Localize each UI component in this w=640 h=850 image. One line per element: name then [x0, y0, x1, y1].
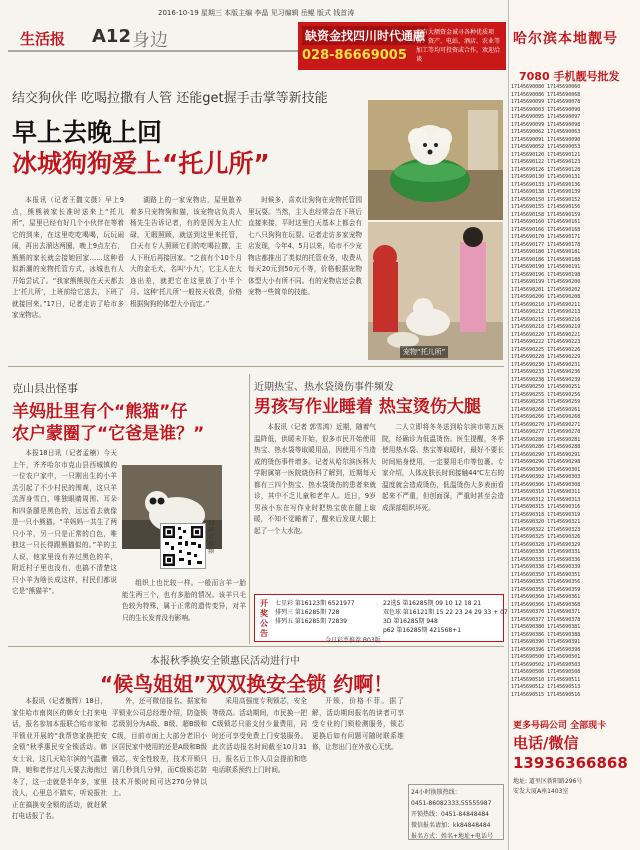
article2-headline-1[interactable]: 羊妈肚里有个“熊猫”仔	[12, 402, 188, 422]
article3-headline[interactable]: 男孩写作业睡着 热宝烫伤大腿	[254, 397, 481, 417]
phone-number-row: 17145690312 17145690313	[511, 496, 581, 503]
ad-description: 自有大额资金诚寻各种优质项目：资产、电站、酒店、农业等加工等均可投资或合作，欢迎洽谈	[416, 29, 501, 63]
phone-number-row: 17145690177 17145690178	[511, 241, 581, 248]
article1-column-1	[12, 195, 124, 355]
page-number: A12	[92, 26, 131, 47]
phone-number-row: 17145690099 17145690078	[511, 99, 581, 105]
lottery-row: 22选5 第16285期 09 10 12 18 21	[383, 600, 482, 607]
article4-text-3: 采用高强度专利锁芯，安全等级高。活动期间，市民换一把C级锁芯只需支付少量费用，同时还可享受免费上门安装服务。此次活动报名时间截至10月31日，报名后工作人员会提前和您电话联系预约上门时间。	[212, 697, 307, 774]
phone-number-row: 17145690052 17145690053	[511, 144, 581, 150]
phone-number-row: 17145690158 17145690159	[511, 211, 581, 218]
ad-footer-address: 地址: 道里区新阳路296号	[513, 778, 583, 785]
phone-number-row: 17145690290 17145690291	[511, 451, 581, 458]
lottery-row: 排列五 第16285期 72839	[275, 618, 347, 625]
ad-column-footer	[513, 718, 637, 795]
article1-headline-2[interactable]: 冰城狗狗爱上“托儿所”	[12, 149, 270, 178]
phone-number-row: 17145690370 17145690371	[511, 609, 581, 615]
lottery-row: 排列三 第16285期 728	[275, 609, 340, 616]
hotline-numbers[interactable]: 0451-86082333,55555987	[411, 800, 492, 807]
date-line: 2016-10-19 星期三 本版主编 李晶 见习编辑 岳鲲 版式 钱首涛	[158, 9, 355, 17]
phone-number-row: 17145690155 17145690156	[511, 204, 581, 210]
phone-number-row: 17145690390 17145690391	[511, 639, 581, 645]
lottery-row: 双色球 第16121期 15 22 23 24 29 33 + 07	[383, 609, 508, 616]
phone-number-row: 17145690186 17145690188	[511, 256, 581, 263]
article4-column-3	[212, 696, 307, 844]
phone-number-row: 17145690099 17145690098	[511, 121, 581, 128]
phone-number-row: 17145690210 17145690211	[511, 301, 581, 308]
article3-column-2	[382, 422, 504, 590]
article1-text-1: 本报讯（记者王馥文摄）早上9点，熊熊被家长准时送来上“托儿所”，屋里已经有好几个小伙伴在等着它的到来，在这里吃吃喝喝，玩玩闹闹，再出去溜达两圈，晚上9点左右，熊熊的家长就会接她回家……这种看似新潮的宠物托管方式，冰城也有人开始尝试了。“我家熊熊现在天天都去上‘托儿所’，上班前给它送去，下班了就接回来。”17日，记者走访了哈市多家宠物店。	[12, 196, 124, 319]
phone-number-row: 17145690302 17145690303	[511, 474, 581, 480]
article2-column-1	[12, 448, 117, 638]
lottery-row: 3D 第16285期 948	[383, 618, 438, 625]
phone-number-row: 17145690133 17145690136	[511, 181, 581, 188]
article2-text-1: 本报18日讯（记者孟楠）今天上午，齐齐哈尔市克山县西城镇的一位农户家中，一只刚出生的小羊羔引起了不少村民的围观，这只羊羔浑身雪白，唯独眼睛周围、耳朵和四条腿是黑色的，远远看去就像是一只小熊猫。“羊妈妈一共生了两只小羊，另一只是正常的白色，唯独这一只长得跟熊猫似的。”羊的主人说，他家里没有养过黑色的羊，附近村子里也没有，也搞不清楚这只小羊为啥长成这样，村民们都说它是“熊猫羊”。	[12, 449, 117, 595]
phone-number-row: 17145690218 17145690219	[511, 324, 581, 330]
ad-column-subtitle: 7080 手机靓号批发	[519, 70, 620, 83]
phone-number-row: 17145690122 17145690123	[511, 159, 581, 165]
phone-number-row: 17145690130 17145690131	[511, 174, 581, 180]
phone-number-row: 17145690170 17145690171	[511, 234, 581, 240]
article2-headline-2[interactable]: 农户蒙圈了“它爸是谁？”	[12, 424, 205, 444]
section-divider	[8, 366, 504, 367]
phone-number-row: 17145690333 17145690336	[511, 556, 581, 563]
phone-number-row: 17145690325 17145690326	[511, 534, 581, 540]
phone-number-row: 17145690196 17145690198	[511, 271, 581, 278]
dogs-daycare-photo	[368, 222, 503, 360]
phone-number-row: 17145690280 17145690281	[511, 436, 581, 443]
wechat-signup: 微信报名请加：kk84848484	[411, 822, 491, 829]
article4-column-4	[312, 696, 404, 844]
phone-number-row: 17145690091 17145690090	[511, 136, 581, 143]
phone-number-row: 17145690500 17145690501	[511, 654, 581, 660]
phone-number-row: 17145690350 17145690351	[511, 571, 581, 578]
phone-number-row: 17145690306 17145690308	[511, 481, 581, 488]
phone-number-row: 17145690315 17145690316	[511, 504, 581, 510]
phone-number-row: 17145690180 17145690181	[511, 249, 581, 255]
article4-column-2	[112, 696, 207, 844]
phone-number-row: 17145690330 17145690331	[511, 549, 581, 555]
article3-column-1	[254, 422, 376, 590]
phone-number-row: 17145690126 17145690128	[511, 166, 581, 173]
ad-footer-address-2: 安发大厦A座1403室	[513, 788, 569, 795]
phone-number-row: 17145690225 17145690226	[511, 346, 581, 353]
phone-number-row: 17145690512 17145690513	[511, 684, 581, 690]
phone-number-list	[511, 84, 639, 714]
phone-number-row: 17145690502 17145690503	[511, 661, 581, 668]
article3-kicker: 近期热宝、热水袋烫伤事件频发	[254, 382, 394, 393]
article2-kicker: 克山县出怪事	[12, 382, 78, 395]
article4-text-2: 外，还可微信报名。据家和平锁业公司总经理介绍，防盗锁芯级别分为A级、B级、超B级和C级，目前市面上大部分老旧小区居民家中使用的还是A级和B级锁芯，安全性较差，技术开锁只需几秒到几分钟，而C级锁芯防技术开锁时间可达270分钟以上。	[112, 697, 207, 797]
phone-number-row: 17145690396 17145690398	[511, 646, 581, 653]
article4-headline[interactable]: “候鸟姐姐”双双换安全锁 约啊！	[100, 672, 394, 696]
ad-headline: 缺资金找四川时代通融	[302, 26, 428, 45]
phone-number-row: 17145690338 17145690339	[511, 564, 581, 570]
phone-number-row: 17145690138 17145690139	[511, 189, 581, 195]
phone-number-row: 17145690296 17145690298	[511, 459, 581, 465]
phone-number-row: 17145690515 17145690516	[511, 691, 581, 698]
phone-number-row: 17145690358 17145690359	[511, 586, 581, 593]
phone-number-row: 17145690080 17145690060	[511, 84, 581, 90]
phone-number-row: 17145690228 17145690229	[511, 354, 581, 360]
photo-caption: 宠物“托儿所”	[400, 346, 448, 358]
phone-number-row: 17145690166 17145690168	[511, 226, 581, 233]
lottery-tag: 开奖公告	[260, 599, 268, 638]
phone-number-row: 17145690322 17145690323	[511, 526, 581, 533]
phone-number-row: 17145690206 17145690208	[511, 294, 581, 300]
page-header	[8, 4, 508, 72]
phone-number-row: 17145690062 17145690063	[511, 129, 581, 135]
phone-number-row: 17145690003 17145690090	[511, 106, 581, 113]
phone-number-row: 17145690120 17145690121	[511, 151, 581, 158]
phone-number-row: 17145690380 17145690381	[511, 624, 581, 630]
article4-text-1: 本报讯（记者衡辉）18日，家住哈市南岗区的韩女士打来电话，报名参加本报联合哈市家和平锁业开展的“我帮您家换把安全锁”秋季惠民安全锁活动。韩女士说，这几天哈尔滨的气温骤降，她和老伴过几天要去海南过冬了，这一走就是半年多，家里没人，心里总不踏实，听说报社正在搞换安全锁的活动，就赶紧打电话报了名。	[12, 697, 107, 820]
lottery-results-box	[254, 594, 508, 644]
phone-number-row: 17145690095 17145690097	[511, 114, 581, 120]
phone-number-row: 17145690260 17145690261	[511, 406, 581, 413]
phone-number-row: 17145690328 17145690329	[511, 541, 581, 548]
phone-number-row: 17145690318 17145690319	[511, 511, 581, 518]
lottery-row: p62 第16285期 421568+1	[383, 627, 462, 634]
phone-number-row: 17145690190 17145690191	[511, 264, 581, 270]
article2-text-2: 组织上也比较一样。一般而言羊一胎能生两三个，也有多胎的情况。该羊只毛色较为特殊，属于正常的遗传变异，对羊只的生长发育没有影响。	[122, 579, 246, 622]
phone-number-row: 17145690150 17145690152	[511, 196, 581, 203]
ad-phone: 028-86669005	[302, 48, 407, 63]
phone-number-row: 17145690310 17145690311	[511, 489, 581, 495]
phone-number-row: 17145690250 17145690251	[511, 384, 581, 390]
phone-number-row: 17145690266 17145690268	[511, 414, 581, 420]
article4-text-4: 开锁，价格不菲。据了解，活动期间报名的读者可享受专业的门锁检测服务，锁芯更换后如有问题可随时联系维修，让您出门在外放心无忧。	[312, 697, 404, 751]
phone-number-row: 17145690510 17145690511	[511, 676, 581, 683]
article1-kicker: 结交狗伙伴 吃喝拉撒有人管 还能get握手击掌等新技能	[12, 91, 328, 106]
lottery-footer: 今日彩票推荐 B03版	[325, 637, 381, 644]
article1-column-2	[130, 195, 242, 355]
ad-footer-note: 更多号码公司 全部现卡	[513, 721, 607, 731]
ad-footer-contact-label: 电话/微信	[513, 734, 579, 752]
phone-number-row: 17145690160 17145690161	[511, 219, 581, 225]
article2-column-2	[122, 578, 246, 638]
phone-number-row: 17145690222 17145690223	[511, 339, 581, 345]
phone-number-row: 17145690270 17145690271	[511, 421, 581, 428]
phone-number-row: 17145690212 17145690213	[511, 309, 581, 315]
phone-number-row: 17145690360 17145690361	[511, 594, 581, 600]
ad-footer-phone[interactable]: 13936366868	[513, 754, 628, 772]
ad-column-title: 哈尔滨本地靓号	[513, 31, 618, 47]
article4-column-1	[12, 696, 107, 844]
article1-column-3	[248, 195, 362, 355]
article4-kicker: 本报秋季换安全锁惠民活动进行中	[150, 656, 300, 667]
phone-number-row: 17145690255 17145690256	[511, 391, 581, 398]
newspaper-logo: 生活报	[20, 30, 66, 48]
phone-number-row: 17145690238 17145690239	[511, 376, 581, 383]
video-qr-code[interactable]	[160, 523, 206, 569]
article1-headline-1[interactable]: 早上去晚上回	[12, 118, 163, 147]
phone-number-row: 17145690086 17145690068	[511, 91, 581, 98]
header-advertisement[interactable]	[298, 22, 506, 70]
phone-number-row: 17145690258 17145690259	[511, 399, 581, 405]
phone-number-row: 17145690300 17145690301	[511, 466, 581, 473]
phone-number-row: 17145690201 17145690202	[511, 286, 581, 293]
phone-number-row: 17145690320 17145690321	[511, 519, 581, 525]
phone-number-row: 17145690220 17145690221	[511, 331, 581, 338]
phone-number-row: 17145690277 17145690278	[511, 429, 581, 435]
unlock-hotline[interactable]: 开锁热线：0451-84848484	[411, 811, 489, 818]
phone-number-row: 17145690366 17145690368	[511, 601, 581, 608]
article1-text-2: 湖路上的一家宠物店，屋里散养着多只宠物狗和猫，该宠物店负责人杨先生告诉记者，有的是因为主人忙碌，无暇照顾，就送到这里来托管，白天有专人照顾它们的吃喝拉撒，主人下班后再接回家。“之前有个10个月大的金毛犬，名叫‘小九’，它主人在大连出差，就把它在这里放了小半个月。这种‘托儿所’一般按天收费，价格根据狗狗的体型大小而定。”	[130, 196, 242, 308]
lottery-row: 七星彩 第16123期 6521977	[275, 600, 355, 607]
section-divider	[8, 646, 504, 647]
phone-number-row: 17145690506 17145690508	[511, 669, 581, 675]
column-divider	[249, 374, 250, 644]
phone-number-row: 17145690286 17145690288	[511, 444, 581, 450]
phone-number-row: 17145690377 17145690378	[511, 616, 581, 623]
qr-caption: 扫码看视频	[208, 520, 215, 555]
phone-number-row: 17145690355 17145690356	[511, 579, 581, 585]
article3-text-2: 二人立即将冬冬送到哈尔滨市第五医院，经确诊为低温烫伤。医生提醒，冬季使用热水袋、热宝等取暖时，最好不要长时间贴身使用，一定要用毛巾等包裹。专家介绍，人体皮肤长时间接触44℃左右的温度就会造成烫伤，低温烫伤大多表面看起来不严重，但创面深，严重时甚至会造成深部组织坏死。	[382, 423, 504, 512]
phone-number-row: 17145690199 17145690200	[511, 279, 581, 285]
section-name: 身边	[132, 30, 168, 51]
phone-number-row: 17145690386 17145690388	[511, 631, 581, 638]
dog-in-basket-photo	[368, 100, 503, 220]
signup-method: 报名方式：姓名+地址+电话号	[411, 833, 494, 840]
hotline-label: 24小时换锁热线：	[411, 789, 461, 796]
phone-number-ad-column	[508, 0, 640, 850]
phone-number-row: 17145690230 17145690231	[511, 361, 581, 368]
phone-number-row: 17145690233 17145690236	[511, 369, 581, 375]
article1-text-3: 时候多，喜欢让狗狗在宠物托管园里玩耍。当然，主人也经常会在下班后直接来接，平时这里白天基本上都会有七八只狗狗在玩耍。记者走访多家宠物店发现，今年4、5月以来，哈市不少宠物店都推出了类似的托管业务，收费从每天20元到50元不等，价格根据宠物体型大小有所不同。有的宠物店还会教宠物一些简单的技能。	[248, 196, 362, 296]
lock-hotline-box	[408, 784, 504, 840]
article3-text-1: 本报讯（记者 郭雪鸿）近期，随着气温降低，供暖未开始，很多市民开始使用热宝、热水袋等取暖用品，因使用不当造成的烫伤事件增多。记者从哈尔滨医科大学附属第一医院烧伤科了解到，近期每天都有三四个热宝、热水袋烫伤的患者来就诊，其中不乏儿童和老年人。近日，9岁男孩小东在写作业时把热宝放在腿上取暖，不知不觉睡着了，醒来后发现大腿上起了一个大水泡。	[254, 423, 376, 535]
phone-number-row: 17145690215 17145690216	[511, 316, 581, 323]
